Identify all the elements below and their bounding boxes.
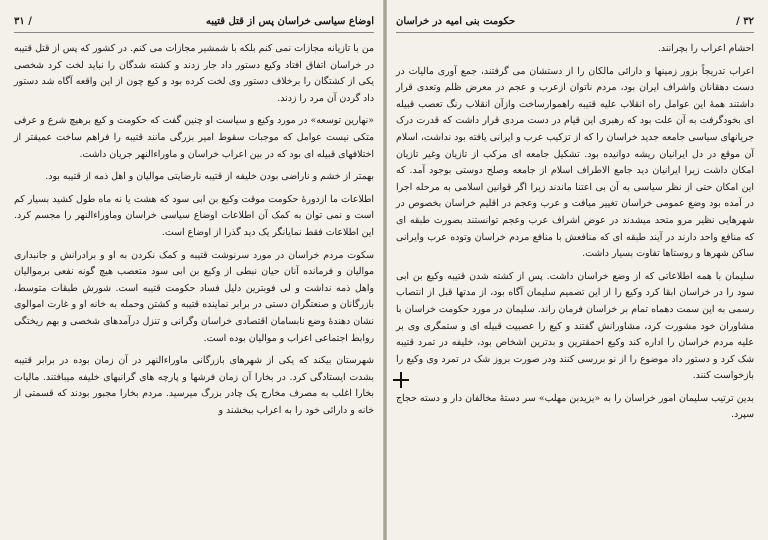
left-page-number: / ۳۱ [14,15,32,27]
left-paragraph: «نهارین توسعه» در مورد وکیع و سیاست او چنین گفت که حکومت و کیع برهیچ شرع و عرفی متکی نیست عوامل که موجبات سقوط امیر بزرگی مانند قتیبه را فراهم ساخت عمیقتر از اختلافهای قبیله ای بود که در بین اعراب خراسان و ماوراءالنهر جریان داشت. [14,115,374,160]
left-page-header-title: اوضاع سیاسی خراسان پس از قتل قتیبه [205,15,374,27]
left-page-body [14,41,374,419]
right-page-body [396,41,754,424]
right-paragraph: سلیمان با همه اطلاعاتی که از وضع خراسان داشت. پس از کشته شدن قتیبه وکیع بن ابی سود را در خراسان ابقا کرد وکیع را از این تصمیم سلیمان آگاه بود، از مدتها قبل از انتصاب رسمی به این سمت دهماه تمام بر خراسان فرمان راند. سلیمان در مورد حکومت خراسان با مشاوران خود مشورت کرد، مشاورانش گفتند و کیع را عصبیت قبیله ای و ستمگری وی بر علیه مردم خراسان را اداره کند وکیع احمقترین و بدترین اشخاص بود، خلیفه در تمرد قتیبه شک کرد و دستور داد موضوع را از نو بررسی کنند ودر صورت بروز شک در تمرد وی وکیع را بازخواست کنند. [396,270,754,382]
right-paragraph: احشام اعراب را بچرانند. [657,43,754,54]
right-page-header [396,10,754,33]
left-paragraph: اطلاعات ما ازدورهٔ حکومت موقت وکیع بن ابی سود که هشت یا نه ماه طول کشید بسیار کم است و نمی توان به کمک آن اطلاعات اوضاع سیاسی خراسان وماوراءالنهر را مجسم کرد. این اطلاعات فقط نمایانگر یک دید گذرا از اوضاع است. [14,193,374,238]
right-page-header-title: حکومت بنی امیه در خراسان [396,15,516,27]
right-page [386,0,768,540]
left-paragraph: بهمتر از خشم و ناراضی بودن خلیفه از قتیبه نارضایتی موالیان و اهل ذمه از قتیبه بود. [45,171,374,183]
left-page-header [14,10,374,33]
cursor-crosshair-icon [393,372,409,388]
right-page-number: ۳۲ / [736,15,754,27]
right-paragraph: اعراب تدریجاً بزور زمینها و دارائی مالکان را از دستشان می گرفتند، جمع آوری مالیات در دست دهقانان واشراف ایران بود، مردم ناتوان ازعرب و عجم در معرض ظلم وتعدی قرار داشتند همهٔ این عوامل راه انقلاب علیه قتیبه راهموارساخت وازآن انقلاب رنگ تعصب قبیله ای بخودگرفت به آن علت بود که رهبری این قیام در دست مردی قرار داشت که قدرت درک جریانهای سیاسی جامعه جدید خراسان را که از تزکیب عرب و ایرانی یافته بود نداشت، اسلام آن موقع در دل ایرانیان ریشه دوانیده بود. تشکیل جامعه ای مرکب از تازیان وغیر تازیان امکان داشت زیرا ایرانیان دید جامع الاطراف اسلام از جامعه وصلح دوستی بوجود آمد. که این امکان حتی از نظر سیاسی به آن بی اعتنا ماندند زیرا اگر قوانین اسلامی به مرحله اجرا در آمده بود وضع عمومی خراسان تغییر میافت و عرب وعجم در اقلیم خراسان بخصوص در شهرهایی نظیر مرو متحد میشدند در عوض اشراف عرب وعجم توانستند بصورت طبقه ای که منافع واحد دارند در آیند طبقه ای که منافعش با منافع مردم خراسان وتوده عرب وایرانی ساکن شهرها و روستاها تفاوت بسیار داشت. [396,65,754,260]
left-paragraph: من با تازیانه مجازات نمی کنم بلکه با شمشیر مجازات می کنم. در کشور که پس از قتل قتیبه در خراسان اتفاق افتاد وکیع دستور داد جار زدند و کشته شدگان را نباید لخت کرد شخصی یکی از کشتگان را برخلاف دستور وی لخت کرده بود و کیع چون از این واقعه آگاه شد دستور داد گردن آن مرد را زدند. [14,43,374,104]
right-paragraph: بدین ترتیب سلیمان امور خراسان را به «یزیدبن مهلب» سر دستهٔ مخالفان دار و دسته حجاج سپرد. [396,392,754,421]
left-paragraph: شهرستان بیکند که یکی از شهرهای بازرگانی ماوراءالنهر در آن زمان بوده در برابر قتیبه بشدت ایستادگی کرد. در بخارا آن زمان فرشها و پارچه های گرانبهای خلیفه میبافتند. مالیات بخارا اغلب به مصرف مخارج یک چادر بزرگ میرسید. مردم بخارا مجبور بودند که قسمتی از خانه و دارائی خود را به اعراب ببخشند و [14,355,374,416]
left-paragraph: سکوت مردم خراسان در مورد سرنوشت قتیبه و کمک نکردن به او و برادرانش و جانبداری موالیان و فرمانده آنان حیان نبطی از وکیع بن ابی سود متعصب هیچ گونه نفعی برموالیان واهل ذمه نداشت و لی فوبترین دلیل فساد حکومت قتیبه است. شورش طبقات متوسط، بازرگانان و صنعتگران دستی در برابر نماینده قتیبه و کشتن وحمله به خانه او و غارت اموالوی نشان دهندهٔ وضع نابسامان اقتصادی خراسان وگرانی و تنزل درآمدهای شخصی و بهم ریختگی روابط اجتماعی اعراب و موالیان بوده است. [14,249,374,344]
